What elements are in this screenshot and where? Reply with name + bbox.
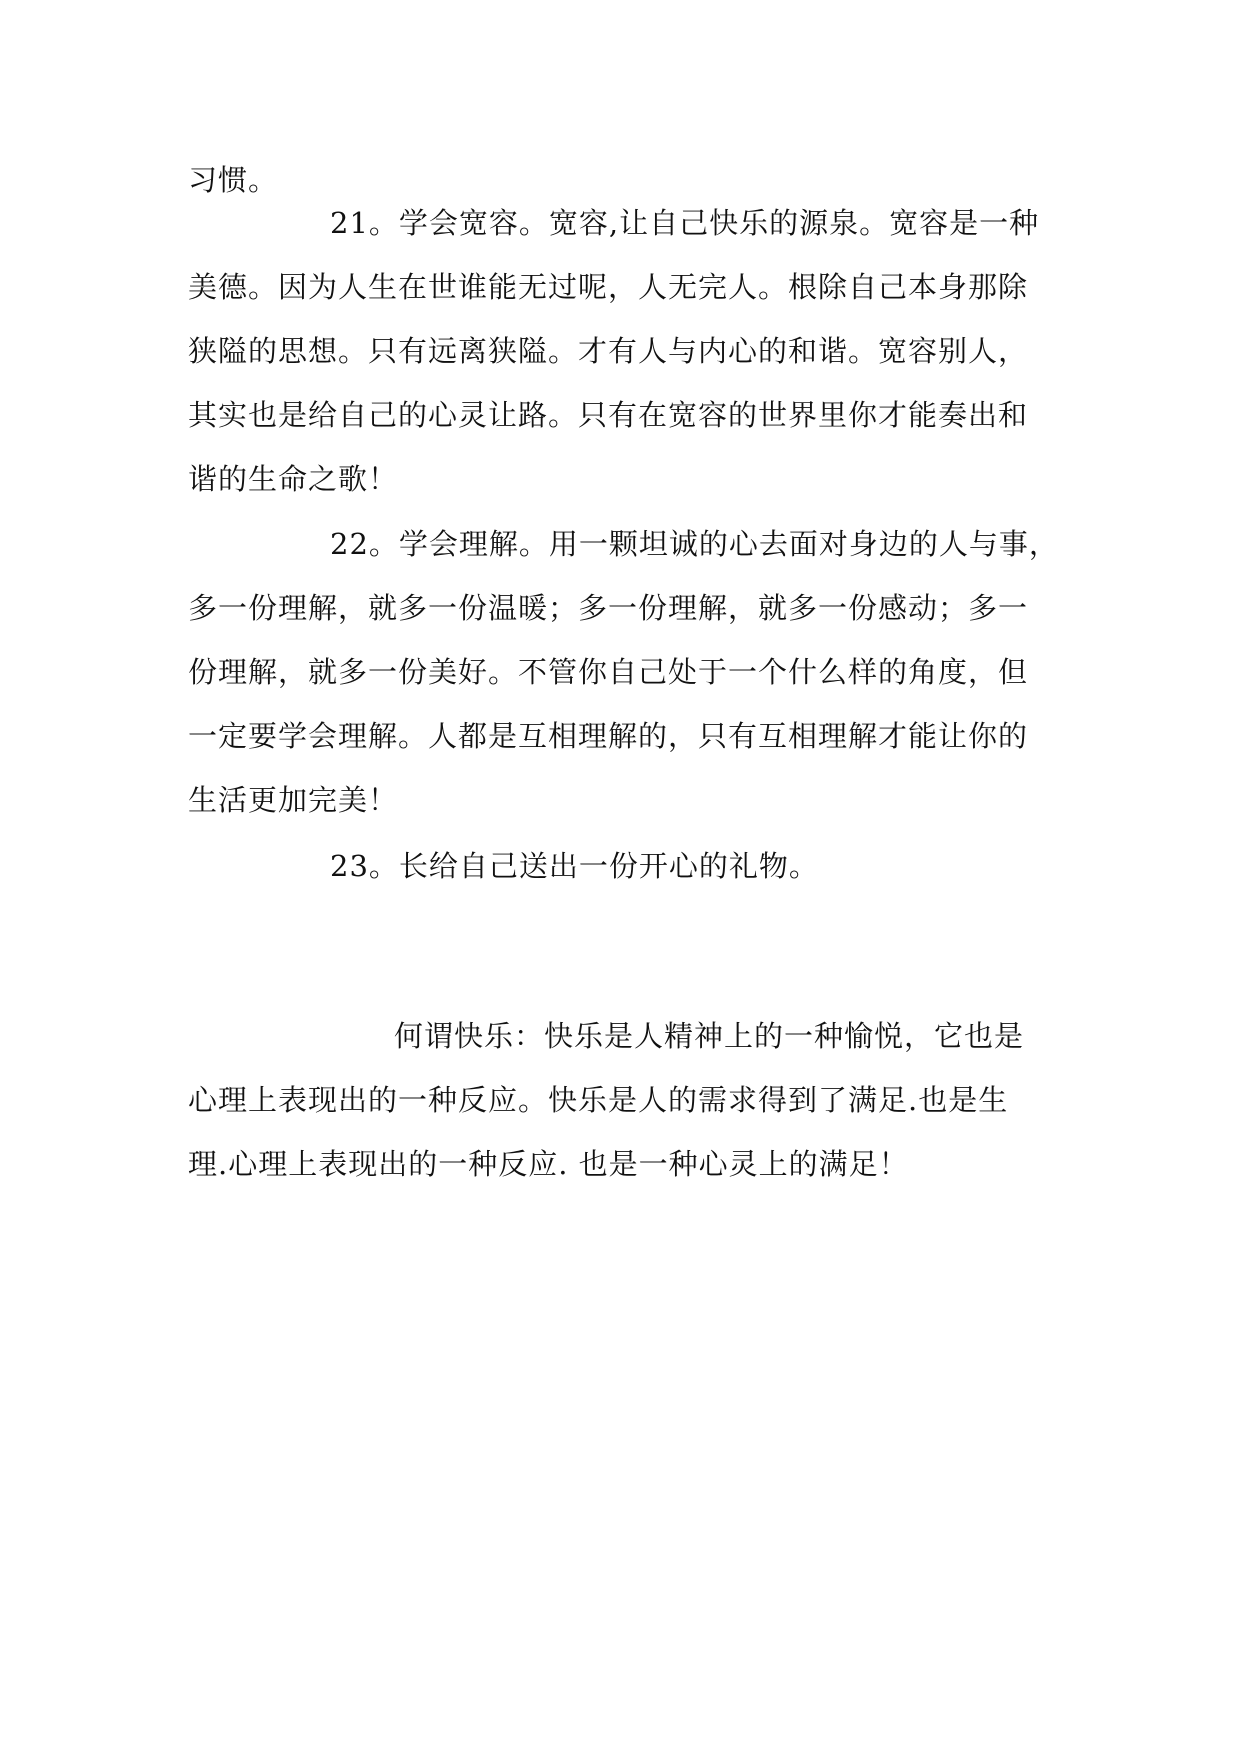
paragraph-line: 理.心理上表现出的一种反应. 也是一种心灵上的满足！: [188, 1147, 909, 1181]
paragraph-line: 美德。因为人生在世谁能无过呢，人无完人。根除自己本身那除: [188, 270, 1029, 304]
paragraph-item-23: [188, 834, 1052, 898]
paragraph-line: 何谓快乐：快乐是人精神上的一种愉悦，它也是: [394, 1019, 1025, 1053]
paragraph-line: 份理解，就多一份美好。不管你自己处于一个什么样的角度，但: [188, 655, 1029, 689]
paragraph-item-21: [188, 191, 1052, 511]
paragraph-line: 生活更加完美！: [188, 783, 399, 817]
paragraph-line: 谐的生命之歌！: [188, 462, 399, 496]
paragraph-line: 23。长给自己送出一份开心的礼物。: [330, 849, 819, 883]
paragraph-line: 心理上表现出的一种反应。快乐是人的需求得到了满足.也是生: [188, 1083, 1009, 1117]
paragraph-line: 一定要学会理解。人都是互相理解的，只有互相理解才能让你的: [188, 719, 1029, 753]
paragraph-item-22: [188, 512, 1059, 832]
paragraph-line: 多一份理解，就多一份温暖；多一份理解，就多一份感动；多一: [188, 591, 1029, 625]
paragraph-line: 22。学会理解。用一颗坦诚的心去面对身边的人与事，: [330, 527, 1059, 561]
paragraph-line: 习惯。: [188, 163, 279, 197]
paragraph-happiness-definition: [188, 1004, 1052, 1196]
paragraph-line: 狭隘的思想。只有远离狭隘。才有人与内心的和谐。宽容别人，: [188, 334, 1029, 368]
paragraph-line: 其实也是给自己的心灵让路。只有在宽容的世界里你才能奏出和: [188, 398, 1029, 432]
paragraph-line: 21。学会宽容。宽容,让自己快乐的源泉。宽容是一种: [330, 206, 1040, 240]
